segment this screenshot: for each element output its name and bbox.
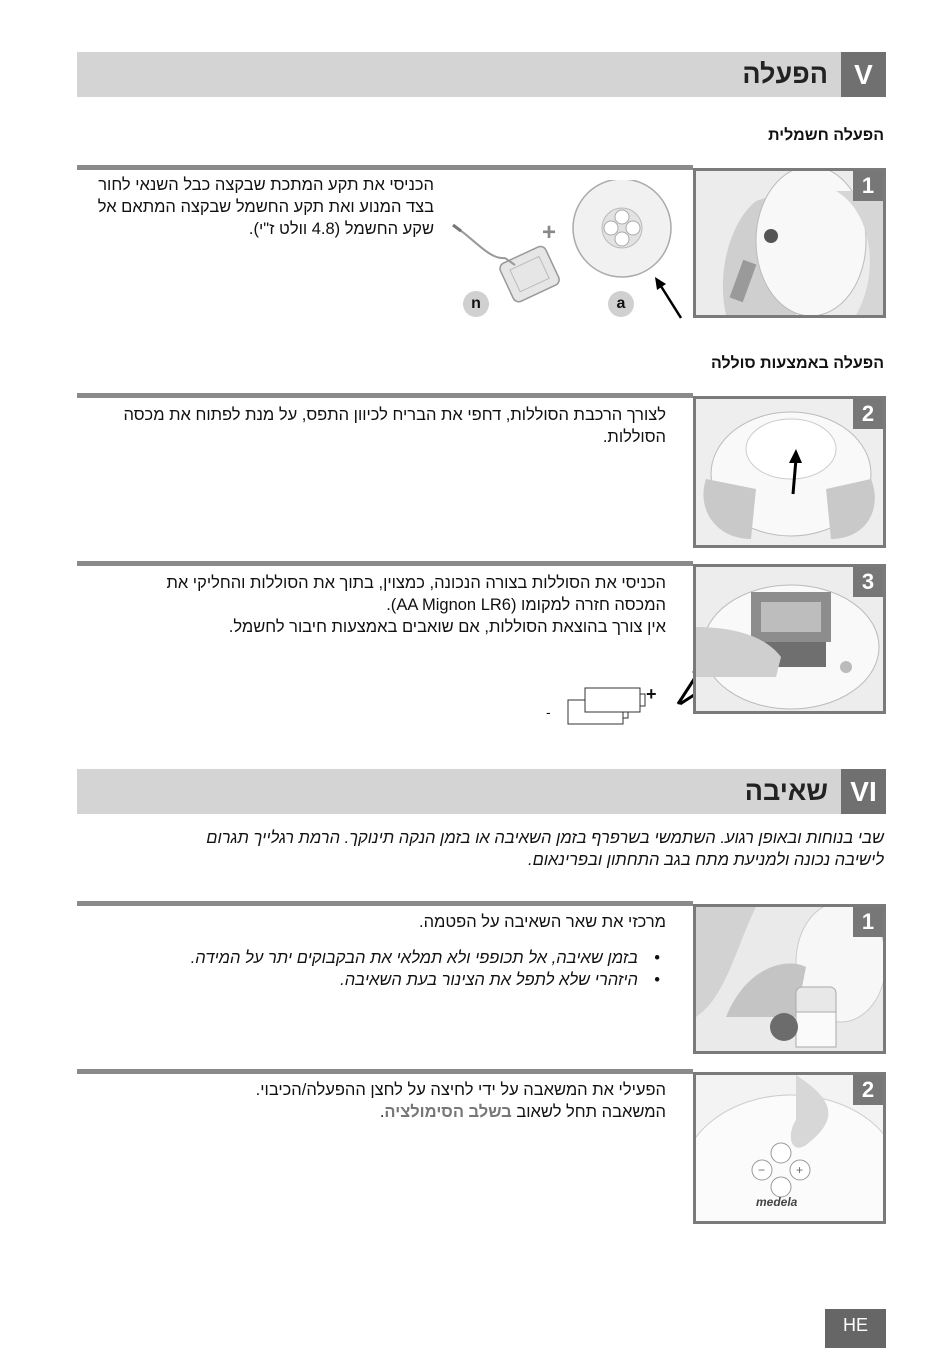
- divider: [77, 1069, 693, 1074]
- text-line: הפעילי את המשאבה על ידי לחיצה על לחצן ההפעלה/הכיבוי.: [255, 1081, 666, 1099]
- step-text: לצורך הרכבת הסוללות, דחפי את הבריח לכיוון התפס, על מנת לפתוח את מכסה הסוללות.: [123, 406, 666, 446]
- subheading-electric: הפעלה חשמלית: [768, 127, 884, 144]
- language-badge: HE: [825, 1309, 886, 1348]
- text-line: [76, 1101, 666, 1123]
- step-number: 3: [853, 567, 883, 597]
- step-text: [76, 1079, 666, 1123]
- intro-text: [84, 827, 884, 871]
- subheading-battery: הפעלה באמצעות סוללה: [710, 355, 884, 372]
- divider: [77, 165, 693, 170]
- section-header-operation: [77, 52, 886, 97]
- text-line: המכסה חזרה למקומו (AA Mignon LR6).: [386, 596, 666, 614]
- step-number: 1: [853, 171, 883, 201]
- minus-sign: -: [546, 704, 551, 720]
- section-title: שאיבה: [744, 776, 828, 806]
- plus-sign: +: [646, 684, 657, 704]
- section-title: הפעלה: [742, 59, 828, 89]
- step-number: 1: [853, 907, 883, 937]
- step-photo: [693, 1072, 886, 1224]
- section-number: VI: [841, 769, 886, 814]
- brand-logo: medela: [756, 1195, 798, 1209]
- step-number: 2: [853, 399, 883, 429]
- step-text: הכניסי את תקע המתכת שבקצה כבל השנאי לחור בצד המנוע ואת תקע החשמל שבקצה המתאם אל שקע החשמל (4.8 וולט ז"י).: [97, 176, 434, 238]
- text-fragment: המשאבה תחל לשאוב: [511, 1103, 666, 1121]
- emphasis: בשלב הסימולציה: [384, 1103, 512, 1121]
- divider: [77, 901, 693, 906]
- step-photo: [693, 168, 886, 318]
- label-n: n: [463, 291, 489, 317]
- bullet-item: • בזמן שאיבה, אל תכופפי ולא תמלאי את הבקבוקים יתר על המידה.: [76, 947, 666, 969]
- step-photo: [693, 396, 886, 548]
- divider: [77, 561, 693, 566]
- svg-text:−: −: [758, 1163, 766, 1177]
- text-line: הכניסי את הסוללות בצורה הנכונה, כמצוין, בתוך את הסוללות והחליקי את: [166, 574, 666, 592]
- svg-text:+: +: [542, 219, 557, 246]
- bullet-list: [76, 947, 666, 991]
- divider: [77, 393, 693, 398]
- svg-text:+: +: [796, 1163, 804, 1177]
- step-number: 2: [853, 1075, 883, 1105]
- step-text: [76, 911, 666, 991]
- bullet-item: • היזהרי שלא לתפל את הצינור בעת השאיבה.: [76, 969, 666, 991]
- text-line: שבי בנוחות ובאופן רגוע. השתמשי בשרפרף בזמן השאיבה או בזמן הנקה תינוקך. הרמת רגלייך תגרום: [206, 829, 884, 847]
- step-photo: [693, 904, 886, 1054]
- step-photo: [693, 564, 886, 714]
- text-line: אין צורך בהוצאת הסוללות, אם שואבים באמצעות חיבור לחשמל.: [228, 618, 666, 636]
- label-a: a: [608, 291, 634, 317]
- text-fragment: .: [379, 1103, 385, 1121]
- section-number: V: [841, 52, 886, 97]
- section-header-pumping: [77, 769, 886, 814]
- step-text: [76, 572, 666, 638]
- text-line: לישיבה נכונה ולמניעת מתח בגב התחתון ובפרינאום.: [527, 851, 884, 869]
- text-line: מרכזי את שאר השאיבה על הפטמה.: [418, 913, 666, 931]
